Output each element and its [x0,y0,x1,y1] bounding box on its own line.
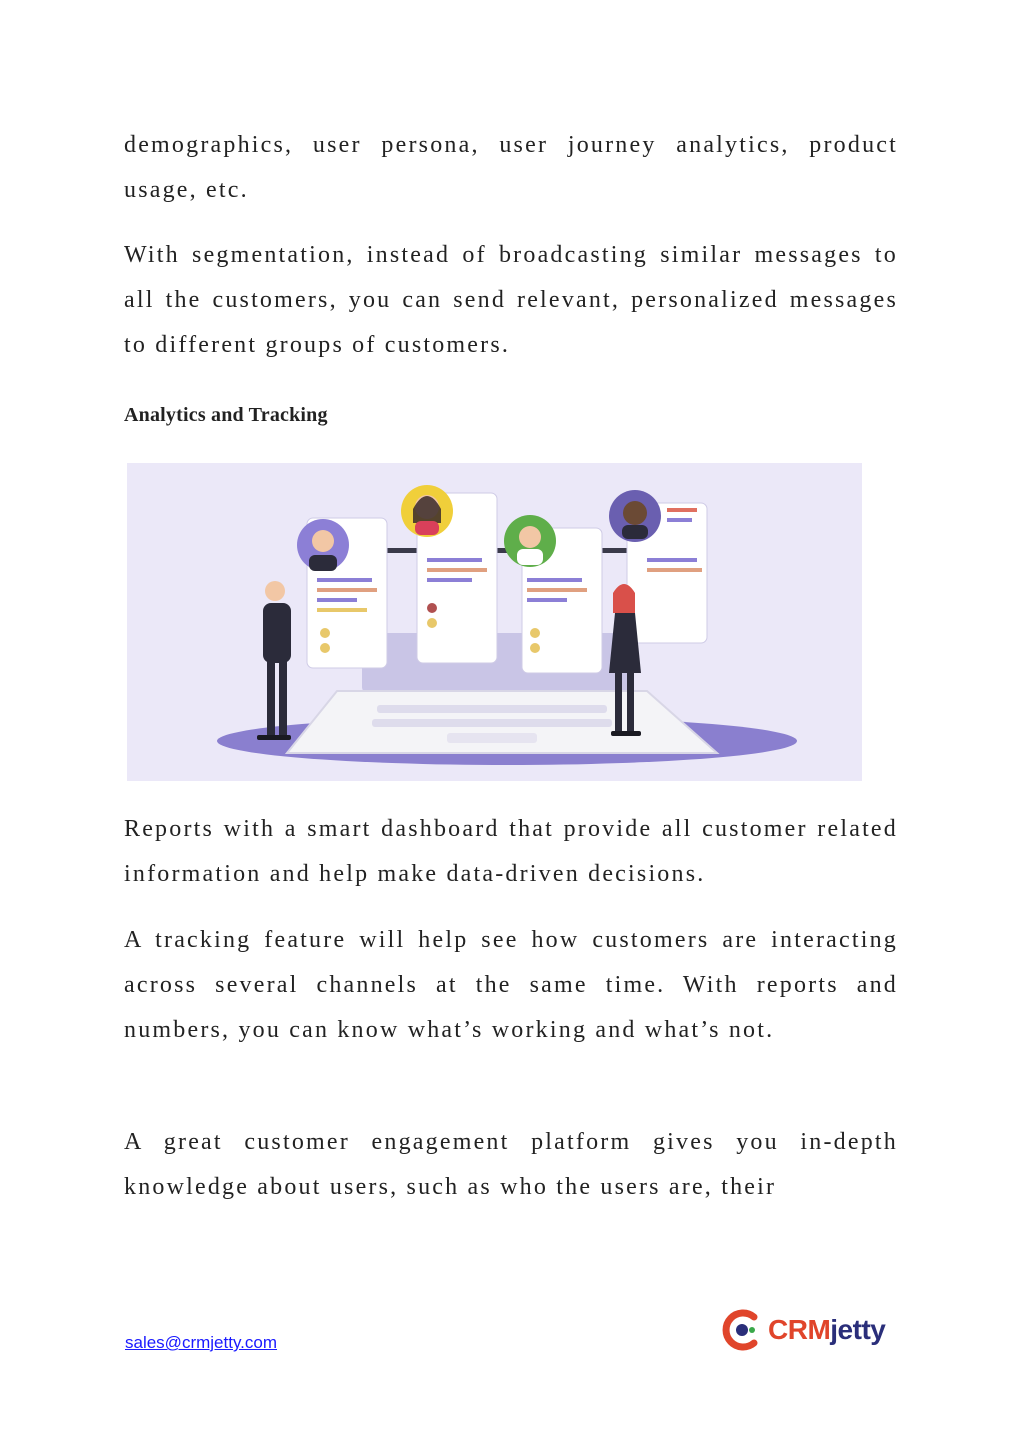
crmjetty-logo-icon [722,1308,762,1352]
analytics-dashboard-illustration-icon [127,463,862,781]
paragraph-demographics: demographics, user persona, user journey analytics, product usage, etc. [124,132,898,203]
paragraph-tracking: A tracking feature will help see how customers are interacting across several channels at the same time. With reports and numbers, you can know what’s working and what’s not. [124,927,898,1043]
brand-name-jetty: jetty [830,1314,886,1345]
brand-name-crm: CRM [768,1314,831,1345]
section-heading: Analytics and Tracking [124,404,328,426]
paragraph-reports: Reports with a smart dashboard that provide all customer related information and help make data-driven decisions. [124,816,898,887]
footer-email-link[interactable]: sales@crmjetty.com [125,1333,278,1352]
paragraph-segmentation: With segmentation, instead of broadcasting similar messages to all the customers, you can send relevant, personalized messages to different groups of customers. [124,242,898,358]
analytics-illustration [127,463,862,781]
paragraph-engagement: A great customer engagement platform gives you in-depth knowledge about users, such as who the users are, their [124,1129,898,1200]
brand-logo [722,1306,898,1354]
